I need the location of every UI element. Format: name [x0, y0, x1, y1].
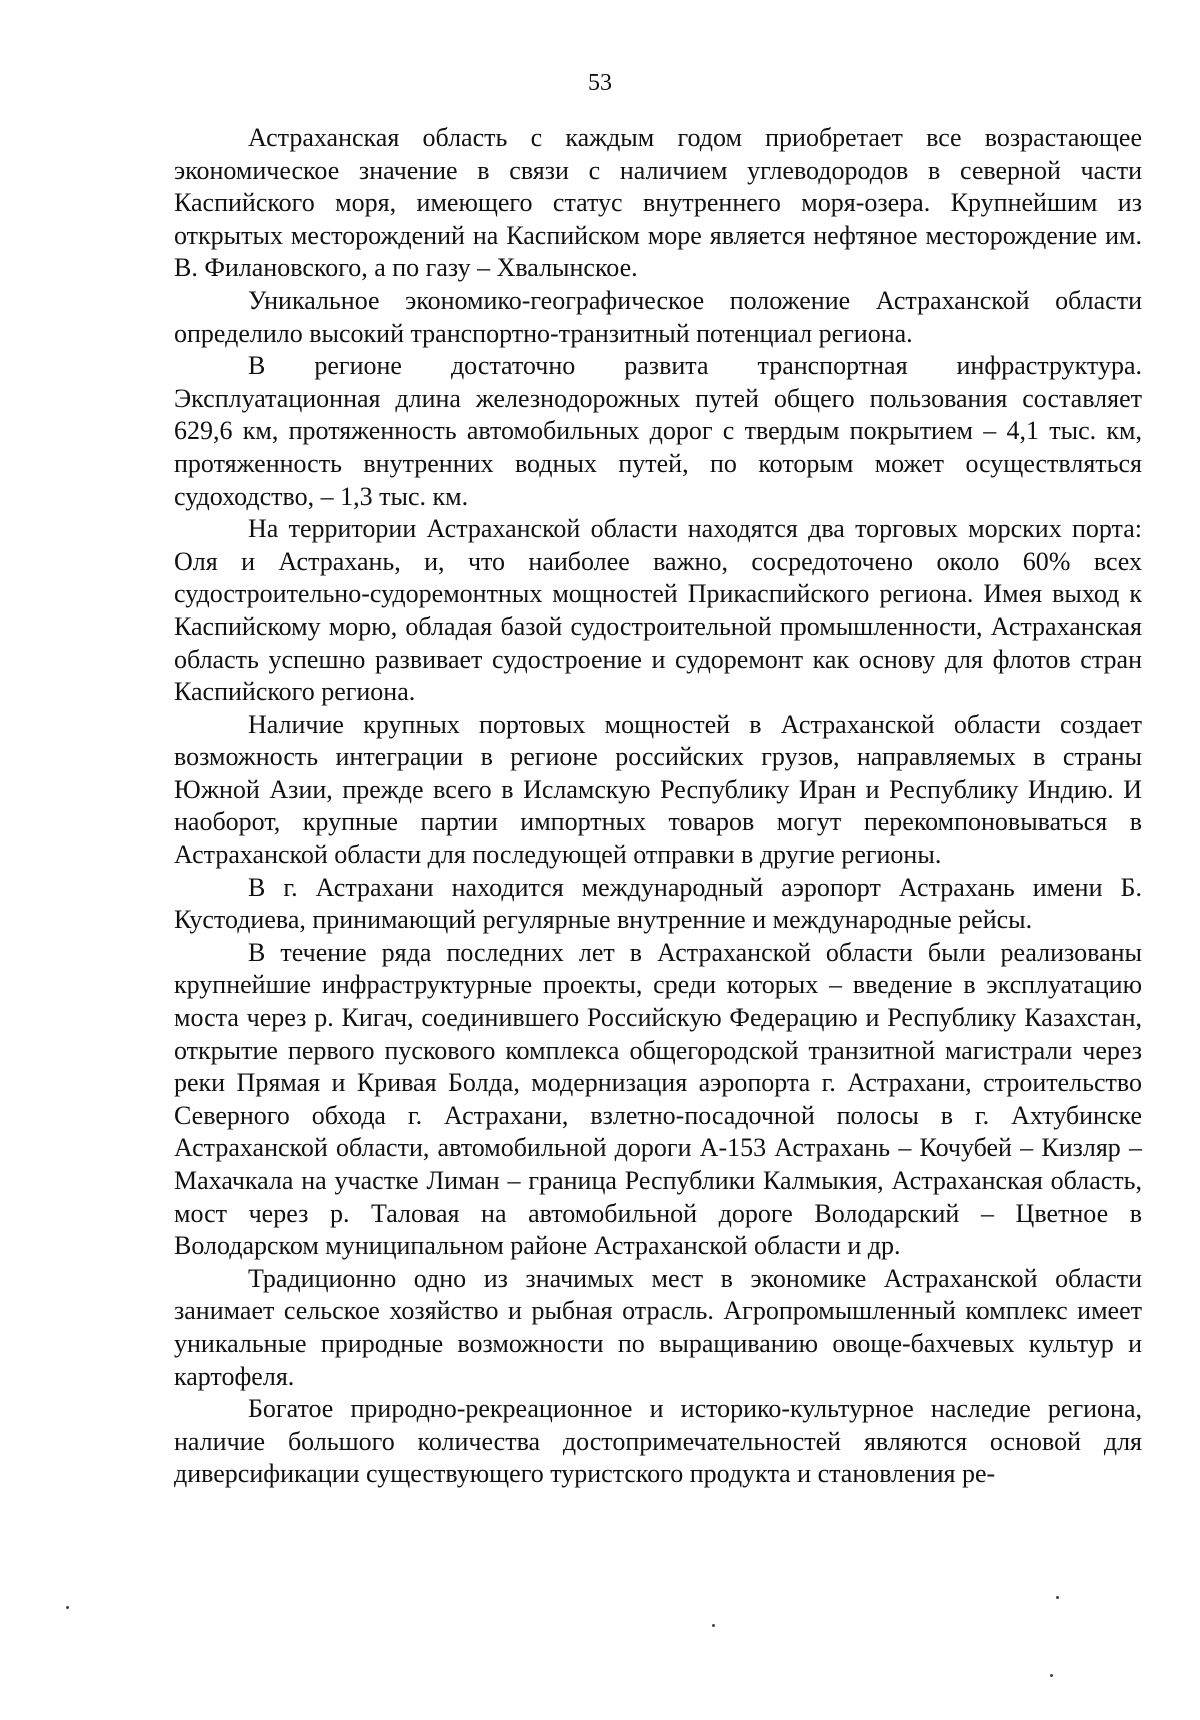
scan-speck [66, 1606, 69, 1609]
scan-speck [712, 1624, 715, 1627]
paragraph: Наличие крупных портовых мощностей в Астраханской области создает возможность интеграции в регионе российских грузов, направляемых в страны Южной Азии, прежде всего в Исламскую Республику Иран и Республику Индию. И наоборот, крупные партии импортных товаров могут перекомпоновываться в Астраханской области для последующей отправки в другие регионы. [174, 709, 1142, 870]
scan-speck [1050, 1674, 1053, 1677]
paragraph: На территории Астраханской области находятся два торговых морских порта: Оля и Астрахань, и, что наиболее важно, сосредоточено около 60% всех судостроительно-судоремонтных мощностей Прикаспийского региона. Имея выход к Каспийскому морю, обладая базой судостроительной промышленности, Астраханская область успешно развивает судостроение и судоремонт как основу для флотов стран Каспийского региона. [174, 514, 1142, 707]
paragraph: Астраханская область с каждым годом приобретает все возрастающее экономическое значение в связи с наличием углеводородов в северной части Каспийского моря, имеющего статус внутреннего моря-озера. Крупнейшим из открытых месторождений на Каспийском море является нефтяное месторождение им. В. Филановского, а по газу – Хвалынское. [174, 123, 1142, 283]
body-text [174, 122, 1142, 1491]
paragraph: Традиционно одно из значимых мест в экономике Астраханской области занимает сельское хозяйство и рыбная отрасль. Агропромышленный комплекс имеет уникальные природные возможности по выращиванию овоще-бахчевых культур и картофеля. [174, 1263, 1142, 1391]
paragraph: Уникальное экономико-географическое положение Астраханской области определило высокий транспортно-транзитный потенциал региона. [174, 285, 1142, 348]
page-number: 53 [588, 70, 612, 96]
paragraph: Богатое природно-рекреационное и историко-культурное наследие региона, наличие большого количества достопримечательностей являются основой для диверсификации существующего туристского продукта и становления ре- [174, 1394, 1142, 1489]
paragraph: В г. Астрахани находится международный аэропорт Астрахань имени Б. Кустодиева, принимающий регулярные внутренние и международные рейсы. [174, 872, 1142, 935]
paragraph: В регионе достаточно развита транспортная инфраструктура. Эксплуатационная длина железнодорожных путей общего пользования составляет 629,6 км, протяженность автомобильных дорог с твердым покрытием – 4,1 тыс. км, протяженность внутренних водных путей, по которым может осуществляться судоходство, – 1,3 тыс. км. [174, 351, 1142, 511]
scan-speck [1056, 1596, 1059, 1599]
paragraph: В течение ряда последних лет в Астраханской области были реализованы крупнейшие инфраструктурные проекты, среди которых – введение в эксплуатацию моста через р. Кигач, соединившего Российскую Федерацию и Республику Казахстан, открытие первого пускового комплекса общегородской транзитной магистрали через реки Прямая и Кривая Болда, модернизация аэропорта г. Астрахани, строительство Северного обхода г. Астрахани, взлетно-посадочной полосы в г. Ахтубинске Астраханской области, автомобильной дороги А-153 Астрахань – Кочубей – Кизляр – Махачкала на участке Лиман – граница Республики Калмыкия, Астраханская область, мост через р. Таловая на автомобильной дороге Володарский – Цветное в Володарском муниципальном районе Астраханской области и др. [174, 937, 1142, 1261]
